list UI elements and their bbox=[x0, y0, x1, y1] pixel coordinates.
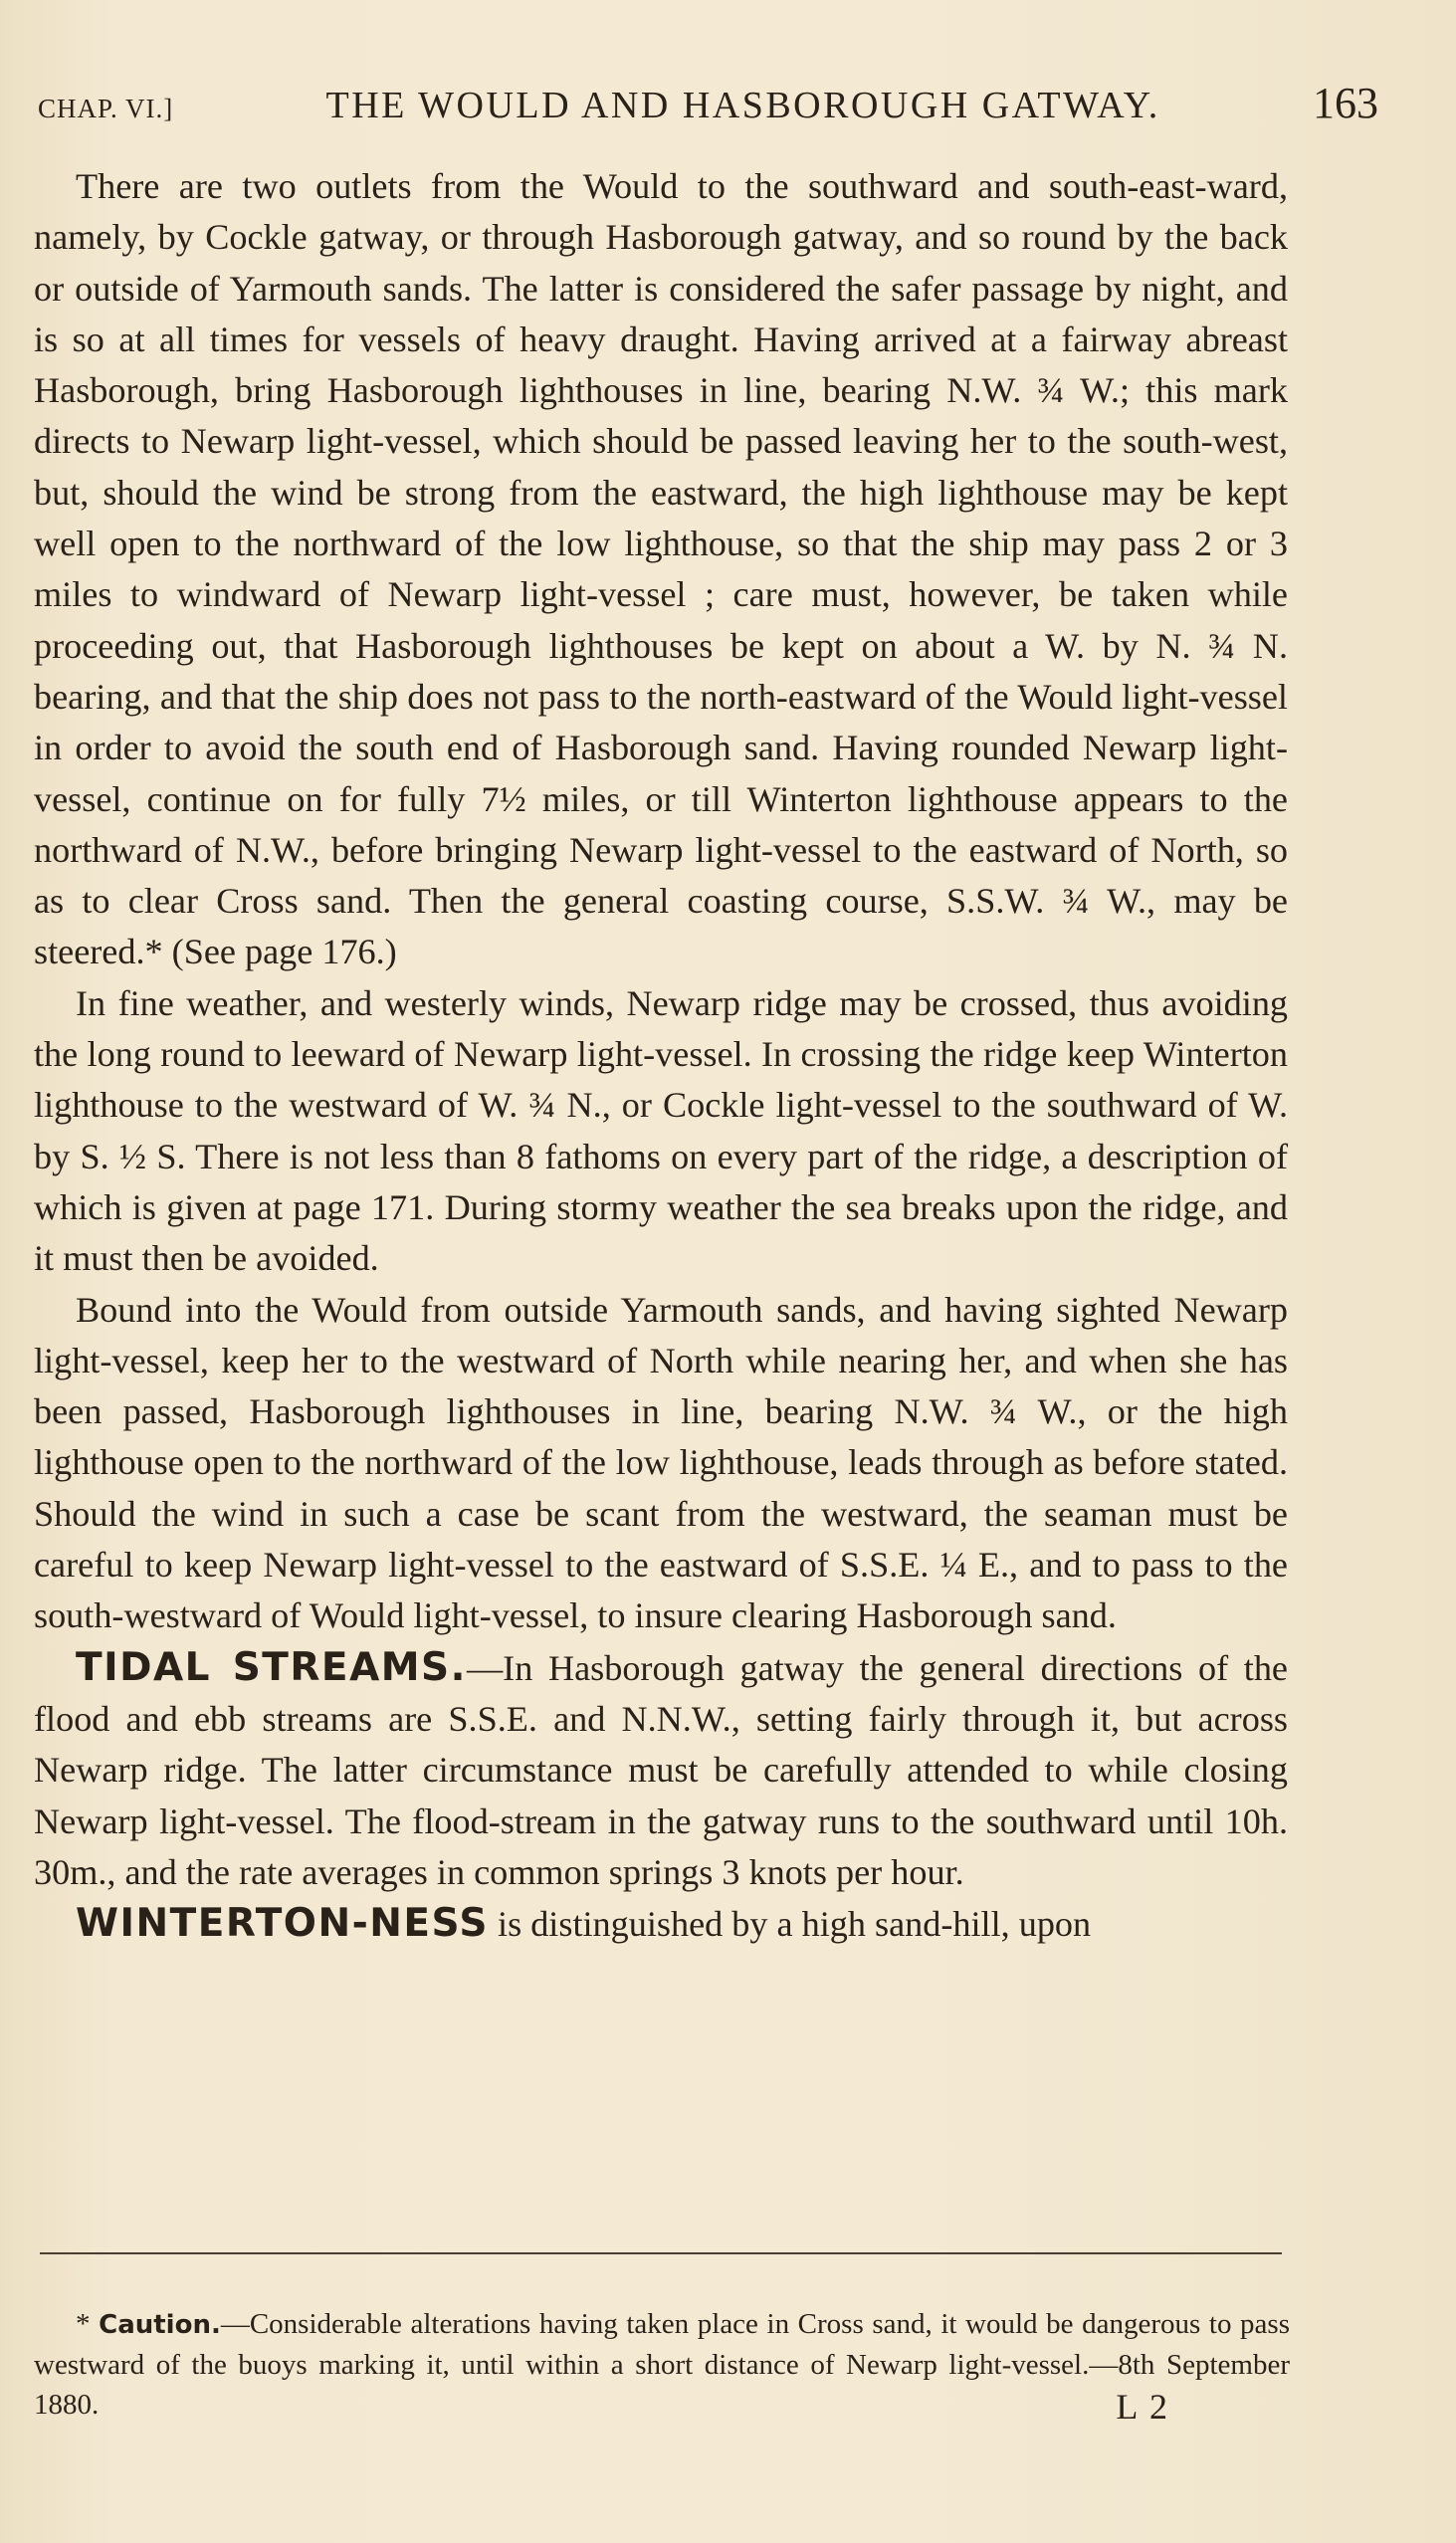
footnote-text: —Considerable alterations having taken place in Cross sand, it would be dangerous to pass westward of the buoys marking it, until within a short distance of Newarp light-vessel.—8th September 1880. bbox=[34, 2308, 1291, 2421]
footnote-caution-label: Caution. bbox=[99, 2310, 221, 2340]
paragraph-text: In fine weather, and westerly winds, Newarp ridge may be crossed, thus avoiding the long round to leeward of Newarp light-vessel. In crossing the ridge keep Winterton lighthouse to the westward of W. ¾ N., or Cockle light-vessel to the southward of W. by S. ½ S. There is not less than 8 fathoms on every part of the ridge, a description of which is given at page 171. During stormy weather the sea breaks upon the ridge, and it must then be avoided. bbox=[34, 982, 1288, 1279]
section-heading-tidal-streams: TIDAL STREAMS. bbox=[76, 1644, 467, 1690]
running-title: THE WOULD AND HASBOROUGH GATWAY. bbox=[325, 85, 1160, 126]
paragraph-fine-weather bbox=[34, 978, 1288, 1285]
body-text bbox=[34, 161, 1288, 1950]
page-number: 163 bbox=[1313, 79, 1378, 127]
paragraph-outlets bbox=[34, 161, 1288, 978]
paragraph-text: —In Hasborough gatway the general directions of the flood and ebb streams are S.S.E. and N.N.W., setting fairly through it, but across Newarp ridge. The latter circumstance must be carefully attended to while closing Newarp light-vessel. The flood-stream in the gatway runs to the southward until 10h. 30m., and the rate averages in common springs 3 knots per hour. bbox=[34, 1647, 1288, 1892]
signature-mark: L 2 bbox=[1116, 2387, 1169, 2427]
chapter-reference: CHAP. VI.] bbox=[38, 94, 174, 123]
footnote bbox=[34, 2304, 1290, 2425]
paragraph-bound-into-would bbox=[34, 1285, 1288, 1642]
paragraph-tidal-streams bbox=[34, 1642, 1288, 1898]
paragraph-text: is distinguished by a high sand-hill, upon bbox=[488, 1904, 1092, 1945]
running-header bbox=[38, 78, 1378, 137]
footnote-rule bbox=[40, 2252, 1282, 2254]
paragraph-text: There are two outlets from the Would to the southward and south-east-ward, namely, by Cockle gatway, or through Hasborough gatway, and so round by the back or outside of Yarmouth sands. The latter is considered the safer passage by night, and is so at all times for vessels of heavy draught. Having arrived at a fairway abreast Hasborough, bring Hasborough lighthouses in line, bearing N.W. ¾ W.; this mark directs to Newarp light-vessel, which should be passed leaving her to the south-west, but, should the wind be strong from the eastward, the high lighthouse may be kept well open to the northward of the low lighthouse, so that the ship may pass 2 or 3 miles to windward of Newarp light-vessel ; care must, however, be taken while proceeding out, that Hasborough lighthouses be kept on about a W. by N. ¾ N. bearing, and that the ship does not pass to the north-eastward of the Would light-vessel in order to avoid the south end of Hasborough sand. Having rounded Newarp light-vessel, continue on for fully 7½ miles, or till Winterton lighthouse appears to the northward of N.W., before bringing Newarp light-vessel to the eastward of North, so as to clear Cross sand. Then the general coasting course, S.S.W. ¾ W., may be steered.* (See page 176.) bbox=[34, 166, 1288, 972]
footnote-marker: * bbox=[76, 2308, 100, 2340]
paragraph-winterton-ness bbox=[34, 1898, 1288, 1950]
paragraph-text: Bound into the Would from outside Yarmouth sands, and having sighted Newarp light-vessel, keep her to the westward of North while nearing her, and when she has been passed, Hasborough lighthouses in line, bearing N.W. ¾ W., or the high lighthouse open to the northward of the low lighthouse, leads through as before stated. Should the wind in such a case be scant from the westward, the seaman must be careful to keep Newarp light-vessel to the eastward of S.S.E. ¼ E., and to pass to the south-westward of Would light-vessel, to insure clearing Hasborough sand. bbox=[34, 1289, 1288, 1636]
section-heading-winterton-ness: WINTERTON-NESS bbox=[76, 1901, 489, 1947]
